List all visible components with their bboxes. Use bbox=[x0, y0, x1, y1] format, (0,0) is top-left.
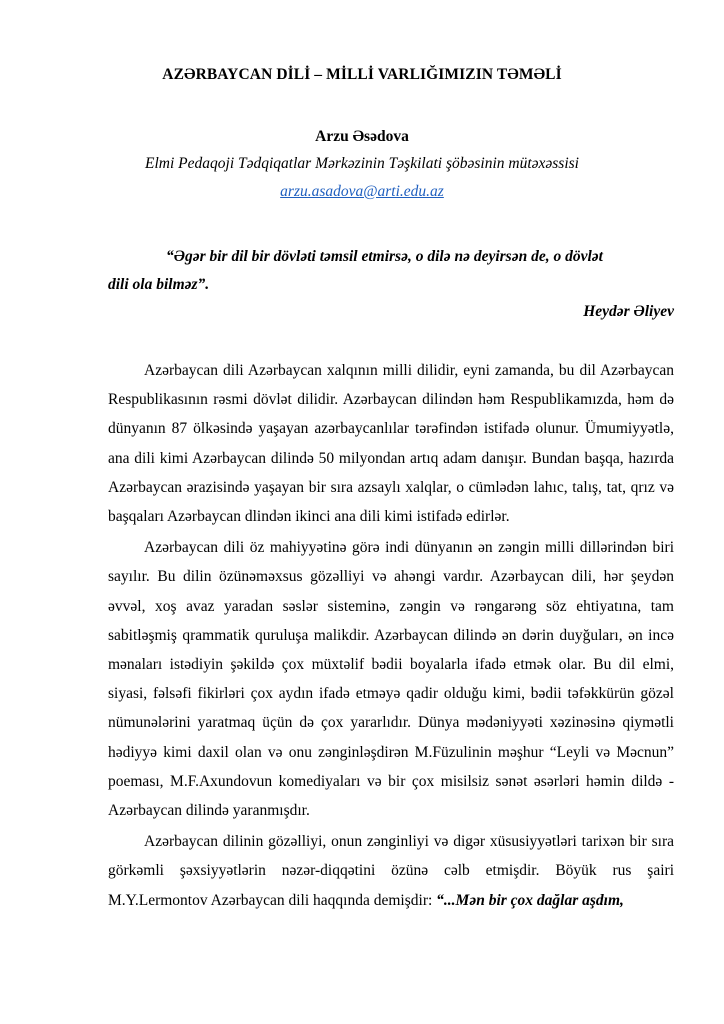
author-email bbox=[0, 183, 724, 201]
body-text bbox=[108, 356, 674, 915]
epigraph-line-2: dili ola bilməz”. bbox=[108, 276, 210, 293]
epigraph-line-1: “Əgər bir dil bir dövləti təmsil etmirsə, o dilə nə deyirsən de, o dövlət bbox=[166, 248, 603, 265]
author-affiliation: Elmi Pedaqoji Tədqiqatlar Mərkəzinin Təşkilati şöbəsinin mütəxəssisi bbox=[145, 155, 579, 172]
document-title: AZƏRBAYCAN DİLİ – MİLLİ VARLIĞIMIZIN TƏMƏLİ bbox=[162, 66, 562, 83]
paragraph-2: Azərbaycan dili öz mahiyyətinə görə indi dünyanın ən zəngin milli dillərindən biri sayılır. Bu dilin özünəməxsus gözəlliyi və ahəngi vardır. Azərbaycan dili, hər şeydən əvvəl, xoş avaz yaradan səslər sisteminə, zəngin və rəngarəng söz ehtiyatına, tam sabitləşmiş qrammatik quruluşa malikdir. Azərbaycan dilində ən dərin duyğuları, ən incə mənaları istədiyin şəkildə çox müxtəlif bədii boyalarla ifadə etmək olar. Bu dil elmi, siyasi, fəlsəfi fikirləri çox aydın ifadə etməyə qadir olduğu kimi, bədii təfəkkürün gözəl nümunələrini yaratmaq üçün də çox yararlıdır. Dünya mədəniyyəti xəzinəsinə qiymətli hədiyyə kimi daxil olan və onu zənginləşdirən M.Füzulinin məşhur “Leyli və Məcnun” poeması, M.F.Axundovun komediyaları və bir çox misilsiz sənət əsərləri həmin dildə - Azərbaycan dilində yaranmışdır. bbox=[108, 539, 674, 820]
author-name: Arzu Əsədova bbox=[315, 128, 409, 145]
email-link[interactable]: arzu.asadova@arti.edu.az bbox=[280, 183, 444, 200]
paragraph-3-text: Azərbaycan dilinin gözəlliyi, onun zənginliyi və digər xüsusiyyətləri tarixən bir sıra görkəmli şəxsiyyətlərin nəzər-diqqətini özünə cəlb etmişdir. Böyük rus şairi M.Y.Lermontov Azərbaycan dili haqqında demişdir: bbox=[108, 833, 674, 909]
epigraph-quote bbox=[108, 243, 674, 299]
paragraph-1: Azərbaycan dili Azərbaycan xalqının milli dilidir, eyni zamanda, bu dil Azərbaycan Respublikasının rəsmi dövlət dilidir. Azərbaycan dilindən həm Respublikamızda, həm də dünyanın 87 ölkəsində yaşayan azərbaycanlılar tərəfindən istifadə olunur. Ümumiyyətlə, ana dili kimi Azərbaycan dilində 50 milyondan artıq adam danışır. Bundan başqa, hazırda Azərbaycan ərazisində yaşayan bir sıra azsaylı xalqlar, o cümlədən lahıc, talış, tat, qrız və başqaları Azərbaycan dlindən ikinci ana dili kimi istifadə edirlər. bbox=[108, 362, 674, 526]
paragraph-3 bbox=[108, 827, 674, 915]
epigraph-author: Heydər Əliyev bbox=[583, 303, 674, 320]
paragraph-3-quote: “...Mən bir çox dağlar aşdım, bbox=[436, 891, 624, 909]
